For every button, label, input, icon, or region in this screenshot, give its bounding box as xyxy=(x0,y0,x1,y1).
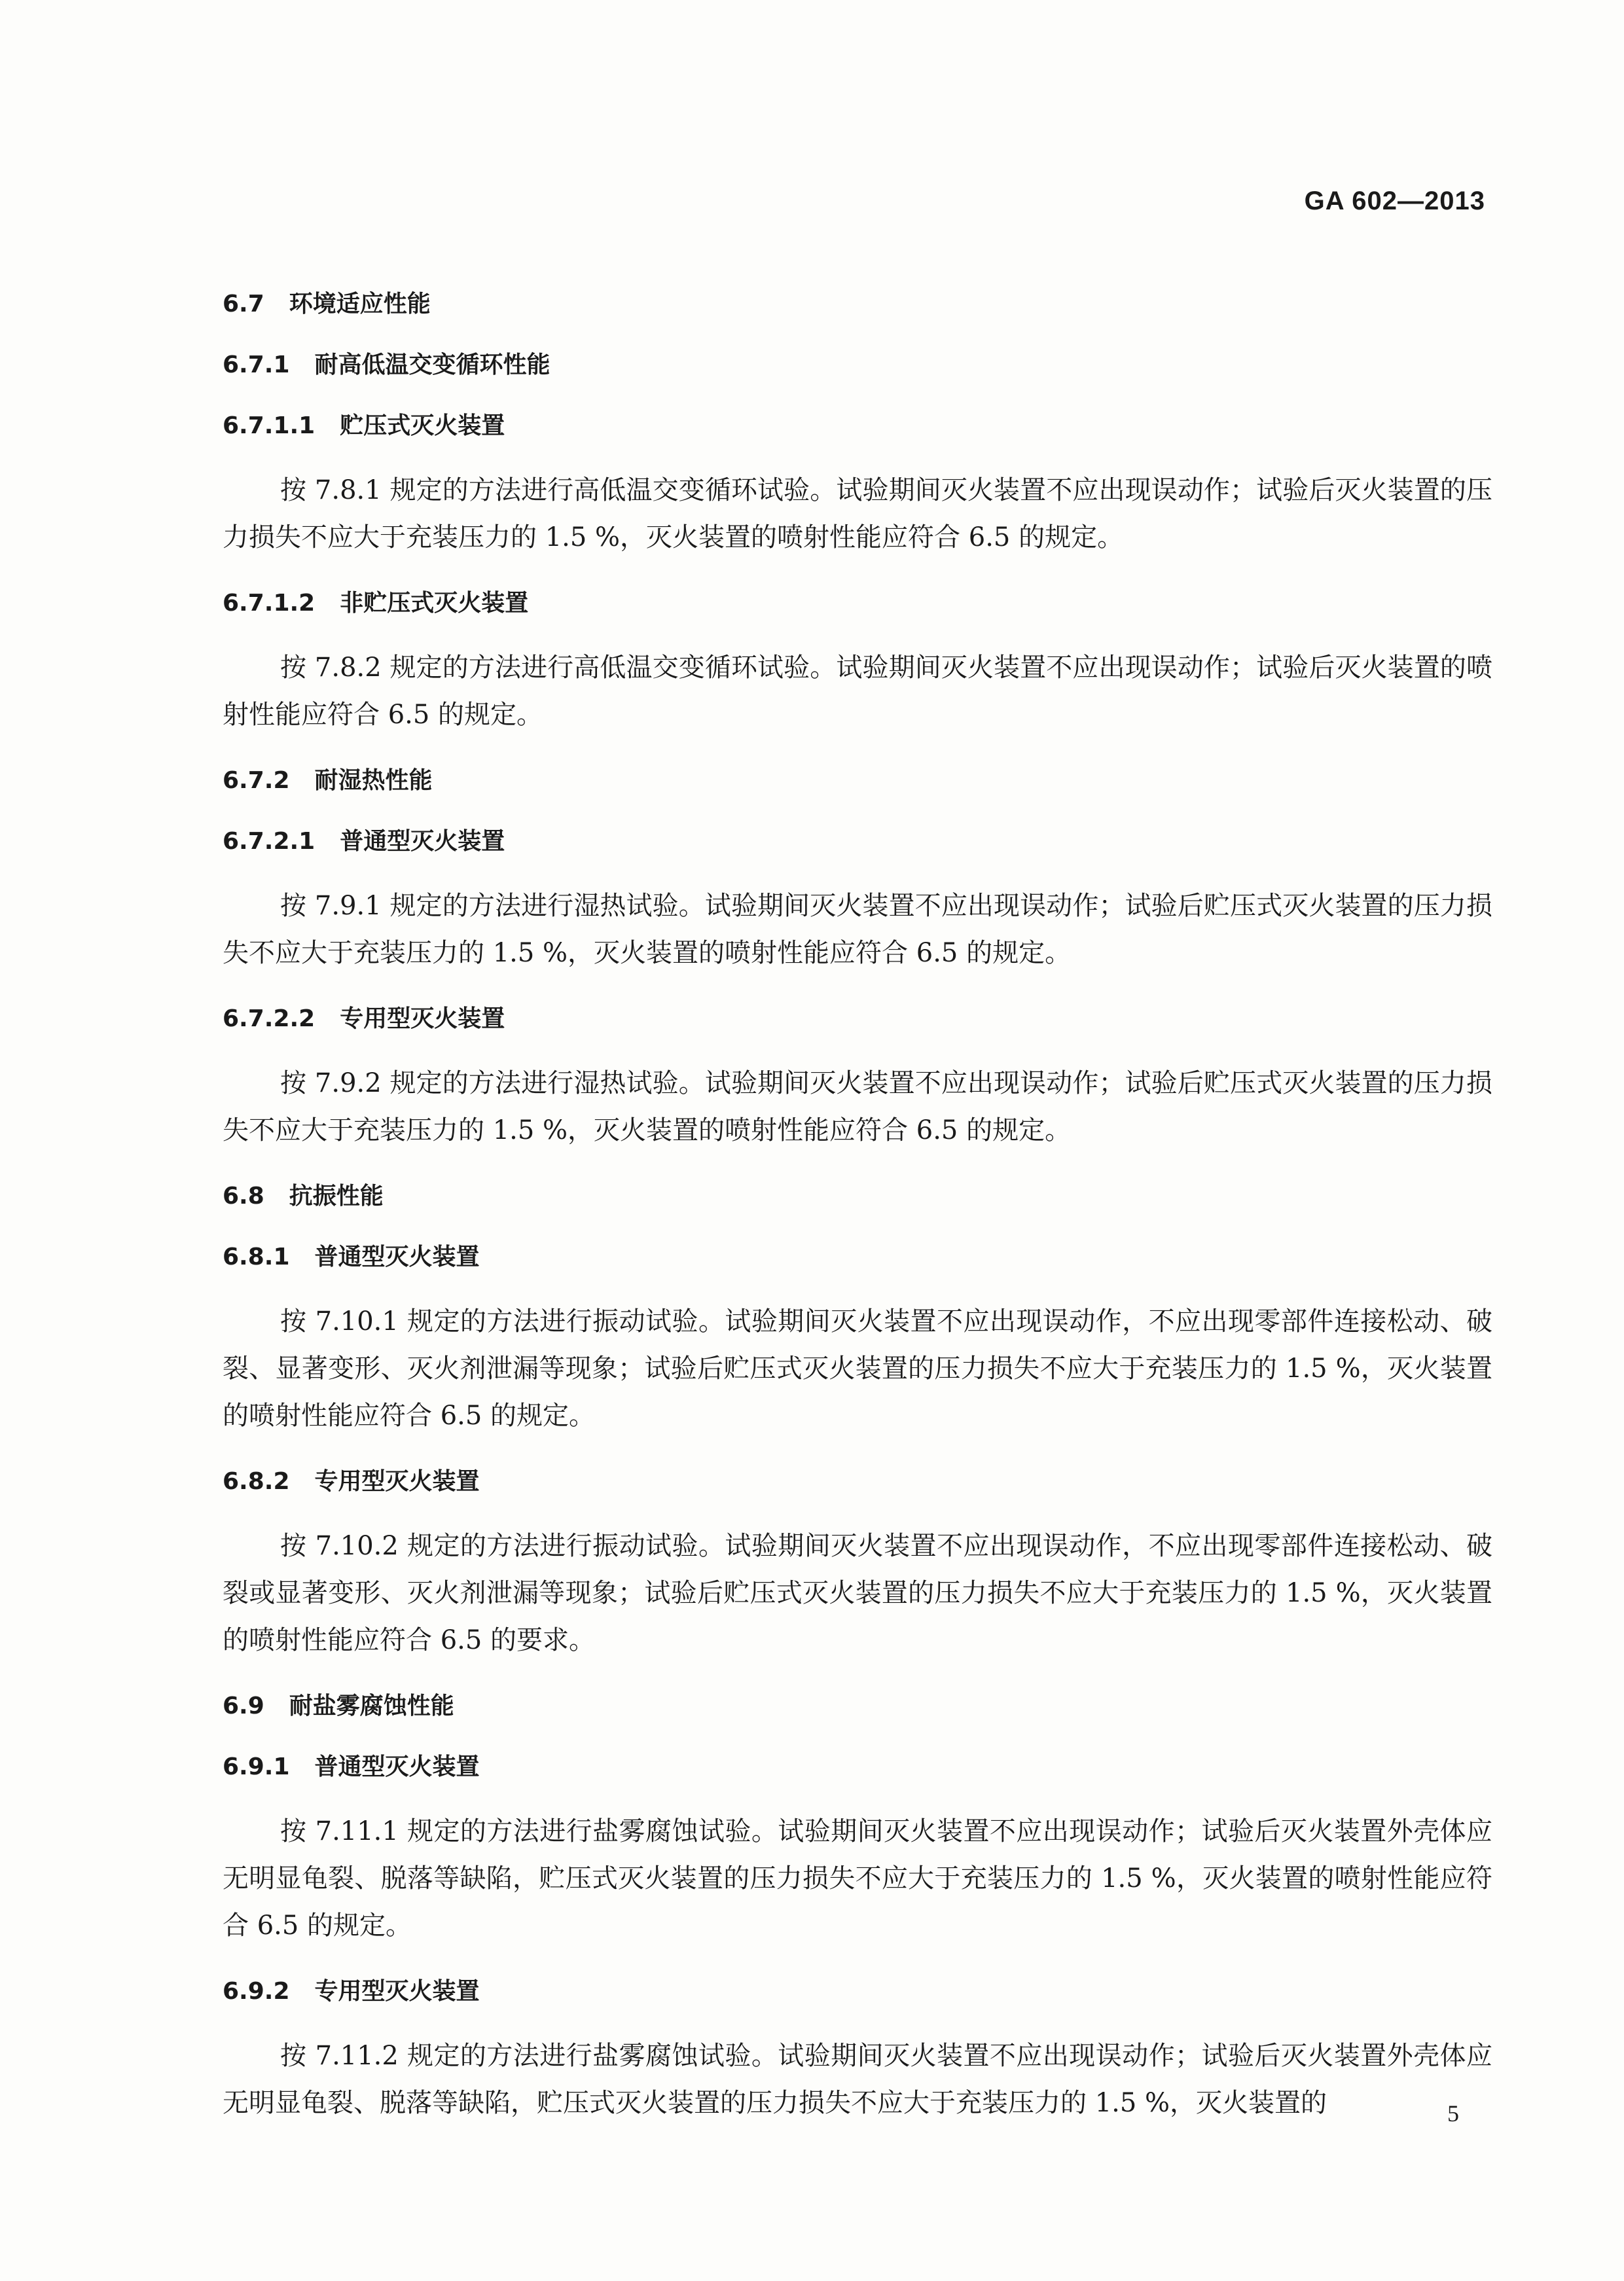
section-number: 6.7.1 xyxy=(223,351,290,378)
section-heading xyxy=(223,1975,1492,2008)
paragraph: 按 7.9.2 规定的方法进行湿热试验。试验期间灭火装置不应出现误动作；试验后贮压式灭火装置的压力损失不应大于充装压力的 1.5 %，灭火装置的喷射性能应符合 6.5 的规定。 xyxy=(223,1068,1492,1145)
section-title: 贮压式灭火装置 xyxy=(340,412,505,439)
section-heading xyxy=(223,1751,1492,1784)
paragraph: 按 7.9.1 规定的方法进行湿热试验。试验期间灭火装置不应出现误动作；试验后贮压式灭火装置的压力损失不应大于充装压力的 1.5 %，灭火装置的喷射性能应符合 6.5 的规定。 xyxy=(223,891,1492,968)
section-title: 普通型灭火装置 xyxy=(340,828,505,855)
section-number: 6.8 xyxy=(223,1183,264,1210)
section-number: 6.9.2 xyxy=(223,1978,290,2005)
section-heading xyxy=(223,349,1492,382)
section-heading xyxy=(223,1003,1492,1035)
section-title: 专用型灭火装置 xyxy=(314,1468,480,1495)
paragraph: 按 7.8.1 规定的方法进行高低温交变循环试验。试验期间灭火装置不应出现误动作；试验后灭火装置的压力损失不应大于充装压力的 1.5 %，灭火装置的喷射性能应符合 6.5 的规定。 xyxy=(223,475,1492,552)
section-heading xyxy=(223,764,1492,797)
section-title: 普通型灭火装置 xyxy=(314,1244,480,1270)
section-title: 环境适应性能 xyxy=(289,291,431,317)
document-code: GA 602—2013 xyxy=(1304,187,1485,215)
paragraph: 按 7.10.1 规定的方法进行振动试验。试验期间灭火装置不应出现误动作，不应出现零部件连接松动、破裂、显著变形、灭火剂泄漏等现象；试验后贮压式灭火装置的压力损失不应大于充装压力的 1.5 %，灭火装置的喷射性能应符合 6.5 的规定。 xyxy=(223,1306,1492,1431)
section-title: 耐湿热性能 xyxy=(314,767,433,794)
section-heading xyxy=(223,825,1492,858)
section-number: 6.9.1 xyxy=(223,1753,290,1780)
section-heading xyxy=(223,1241,1492,1274)
section-title: 专用型灭火装置 xyxy=(314,1978,480,2005)
section-heading xyxy=(223,288,1492,321)
section-number: 6.8.1 xyxy=(223,1244,290,1270)
section-title: 专用型灭火装置 xyxy=(340,1005,505,1032)
section-number: 6.8.2 xyxy=(223,1468,290,1495)
section-title: 耐盐雾腐蚀性能 xyxy=(289,1693,454,1719)
section-title: 非贮压式灭火装置 xyxy=(340,590,529,617)
section-heading xyxy=(223,587,1492,620)
section-number: 6.7.2 xyxy=(223,767,290,794)
section-number: 6.7.1.1 xyxy=(223,412,316,439)
section-number: 6.7 xyxy=(223,291,264,317)
section-number: 6.7.1.2 xyxy=(223,590,316,617)
section-heading xyxy=(223,1180,1492,1213)
paragraph: 按 7.8.2 规定的方法进行高低温交变循环试验。试验期间灭火装置不应出现误动作；试验后灭火装置的喷射性能应符合 6.5 的规定。 xyxy=(223,653,1492,730)
section-title: 抗振性能 xyxy=(289,1183,384,1210)
page-number: 5 xyxy=(1447,2100,1459,2127)
paragraph: 按 7.10.2 规定的方法进行振动试验。试验期间灭火装置不应出现误动作，不应出现零部件连接松动、破裂或显著变形、灭火剂泄漏等现象；试验后贮压式灭火装置的压力损失不应大于充装压力的 1.5 %，灭火装置的喷射性能应符合 6.5 的要求。 xyxy=(223,1531,1492,1655)
section-heading xyxy=(223,1690,1492,1723)
section-title: 普通型灭火装置 xyxy=(314,1753,480,1780)
section-heading xyxy=(223,1465,1492,1498)
paragraph: 按 7.11.2 规定的方法进行盐雾腐蚀试验。试验期间灭火装置不应出现误动作；试验后灭火装置外壳体应无明显龟裂、脱落等缺陷，贮压式灭火装置的压力损失不应大于充装压力的 1.5 %，灭火装置的 xyxy=(223,2041,1492,2118)
section-heading xyxy=(223,410,1492,442)
section-title: 耐高低温交变循环性能 xyxy=(314,351,550,378)
paragraph: 按 7.11.1 规定的方法进行盐雾腐蚀试验。试验期间灭火装置不应出现误动作；试验后灭火装置外壳体应无明显龟裂、脱落等缺陷，贮压式灭火装置的压力损失不应大于充装压力的 1.5 %，灭火装置的喷射性能应符合 6.5 的规定。 xyxy=(223,1816,1492,1941)
section-number: 6.7.2.1 xyxy=(223,828,316,855)
document-body xyxy=(223,288,1492,2153)
section-number: 6.7.2.2 xyxy=(223,1005,316,1032)
section-number: 6.9 xyxy=(223,1693,264,1719)
